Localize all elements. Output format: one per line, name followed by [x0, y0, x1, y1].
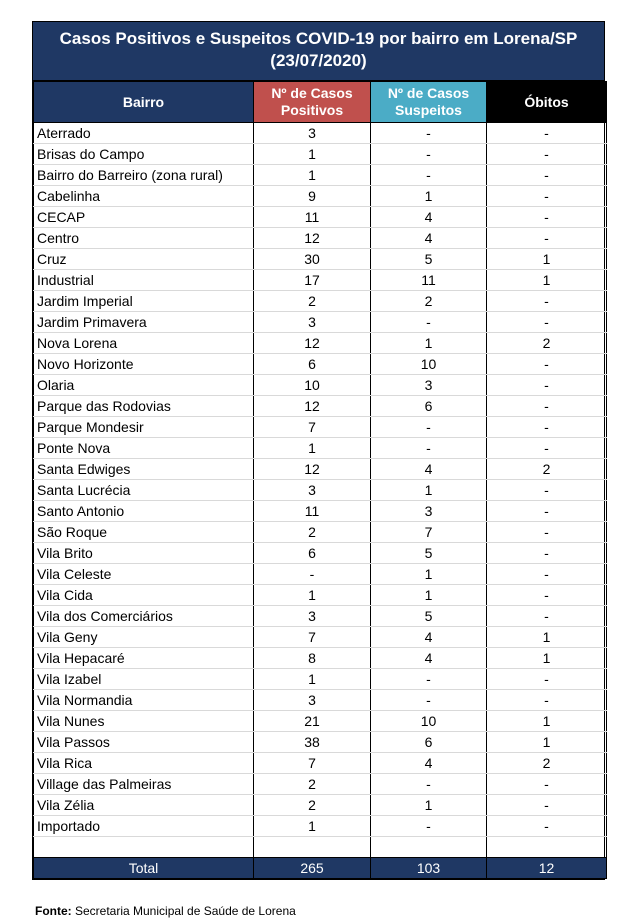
cell-bairro: Vila Nunes [34, 711, 254, 732]
cell-obitos: 1 [487, 270, 607, 291]
source-label: Fonte: [35, 904, 72, 918]
table-row [34, 732, 607, 753]
cell-suspeitos: 4 [371, 459, 487, 480]
cell-obitos: - [487, 585, 607, 606]
cell-positivos: 6 [254, 354, 371, 375]
cell-bairro: Vila Geny [34, 627, 254, 648]
blank-cell [254, 837, 371, 858]
cell-bairro: Cabelinha [34, 186, 254, 207]
table-row [34, 564, 607, 585]
blank-cell [487, 837, 607, 858]
total-label: Total [34, 858, 254, 879]
cell-positivos: - [254, 564, 371, 585]
cell-bairro: Brisas do Campo [34, 144, 254, 165]
cell-bairro: Vila Cida [34, 585, 254, 606]
cell-obitos: - [487, 795, 607, 816]
cell-positivos: 30 [254, 249, 371, 270]
cell-bairro: Santo Antonio [34, 501, 254, 522]
table-row [34, 375, 607, 396]
cell-positivos: 8 [254, 648, 371, 669]
cell-obitos: - [487, 144, 607, 165]
table-row [34, 312, 607, 333]
cell-positivos: 2 [254, 795, 371, 816]
cell-bairro: Novo Horizonte [34, 354, 254, 375]
cell-suspeitos: 1 [371, 564, 487, 585]
cell-suspeitos: 5 [371, 249, 487, 270]
cell-positivos: 3 [254, 606, 371, 627]
cell-bairro: Vila Zélia [34, 795, 254, 816]
cell-positivos: 12 [254, 396, 371, 417]
cell-positivos: 3 [254, 690, 371, 711]
table-row [34, 354, 607, 375]
cell-obitos: - [487, 186, 607, 207]
blank-cell [34, 837, 254, 858]
cell-bairro: Importado [34, 816, 254, 837]
cell-positivos: 7 [254, 417, 371, 438]
cell-obitos: 1 [487, 711, 607, 732]
cell-positivos: 2 [254, 291, 371, 312]
cell-bairro: Santa Edwiges [34, 459, 254, 480]
cell-obitos: - [487, 123, 607, 144]
cell-positivos: 1 [254, 816, 371, 837]
table-row [34, 417, 607, 438]
cell-suspeitos: 4 [371, 627, 487, 648]
cell-obitos: - [487, 438, 607, 459]
cell-suspeitos: 11 [371, 270, 487, 291]
cell-suspeitos: 4 [371, 753, 487, 774]
cell-obitos: - [487, 165, 607, 186]
cell-obitos: - [487, 291, 607, 312]
cell-positivos: 9 [254, 186, 371, 207]
cell-obitos: 1 [487, 249, 607, 270]
cell-obitos: 2 [487, 333, 607, 354]
table-row [34, 396, 607, 417]
cell-positivos: 11 [254, 207, 371, 228]
cell-positivos: 1 [254, 669, 371, 690]
cell-suspeitos: 5 [371, 606, 487, 627]
cell-suspeitos: 6 [371, 396, 487, 417]
cell-positivos: 1 [254, 585, 371, 606]
blank-row [34, 837, 607, 858]
header-row [34, 82, 607, 123]
cell-obitos: - [487, 501, 607, 522]
cell-obitos: - [487, 669, 607, 690]
cell-suspeitos: - [371, 816, 487, 837]
cell-obitos: - [487, 396, 607, 417]
table-row [34, 123, 607, 144]
cell-positivos: 10 [254, 375, 371, 396]
table-row [34, 669, 607, 690]
cell-obitos: - [487, 354, 607, 375]
cell-positivos: 12 [254, 228, 371, 249]
cell-bairro: Ponte Nova [34, 438, 254, 459]
cell-suspeitos: - [371, 690, 487, 711]
cell-bairro: Aterrado [34, 123, 254, 144]
table-row [34, 795, 607, 816]
cell-bairro: Jardim Imperial [34, 291, 254, 312]
table-row [34, 753, 607, 774]
cell-obitos: 2 [487, 753, 607, 774]
cell-obitos: - [487, 207, 607, 228]
cases-table [33, 81, 607, 879]
cell-suspeitos: - [371, 774, 487, 795]
cell-obitos: 1 [487, 732, 607, 753]
cell-suspeitos: - [371, 144, 487, 165]
cell-suspeitos: 1 [371, 186, 487, 207]
cell-bairro: Vila Normandia [34, 690, 254, 711]
cell-bairro: São Roque [34, 522, 254, 543]
cell-positivos: 3 [254, 123, 371, 144]
cell-positivos: 21 [254, 711, 371, 732]
cell-positivos: 12 [254, 459, 371, 480]
table-row [34, 522, 607, 543]
table-row [34, 648, 607, 669]
cell-bairro: Bairro do Barreiro (zona rural) [34, 165, 254, 186]
table-row [34, 333, 607, 354]
cell-suspeitos: 4 [371, 648, 487, 669]
cell-suspeitos: 1 [371, 480, 487, 501]
cell-positivos: 12 [254, 333, 371, 354]
cell-positivos: 6 [254, 543, 371, 564]
cell-suspeitos: 1 [371, 795, 487, 816]
cell-bairro: Industrial [34, 270, 254, 291]
cell-suspeitos: 10 [371, 711, 487, 732]
cell-obitos: 1 [487, 627, 607, 648]
cell-obitos: 2 [487, 459, 607, 480]
cell-obitos: - [487, 564, 607, 585]
cell-bairro: Jardim Primavera [34, 312, 254, 333]
table-row [34, 480, 607, 501]
cell-suspeitos: - [371, 312, 487, 333]
cell-suspeitos: - [371, 669, 487, 690]
total-obitos: 12 [487, 858, 607, 879]
table-row [34, 711, 607, 732]
table-row [34, 585, 607, 606]
cell-bairro: Nova Lorena [34, 333, 254, 354]
source-text: Secretaria Municipal de Saúde de Lorena [71, 904, 296, 918]
cell-positivos: 7 [254, 627, 371, 648]
table-row [34, 627, 607, 648]
cell-obitos: - [487, 690, 607, 711]
cell-positivos: 2 [254, 774, 371, 795]
table-row [34, 270, 607, 291]
cell-obitos: - [487, 312, 607, 333]
table-row [34, 438, 607, 459]
cell-obitos: - [487, 543, 607, 564]
table-row [34, 774, 607, 795]
table-body [34, 123, 607, 837]
cell-bairro: Vila Brito [34, 543, 254, 564]
cell-bairro: Vila Izabel [34, 669, 254, 690]
total-suspeitos: 103 [371, 858, 487, 879]
cell-positivos: 17 [254, 270, 371, 291]
cell-positivos: 1 [254, 144, 371, 165]
cell-bairro: Vila Rica [34, 753, 254, 774]
table-row [34, 165, 607, 186]
table-row [34, 816, 607, 837]
cell-bairro: Vila Passos [34, 732, 254, 753]
cell-suspeitos: 10 [371, 354, 487, 375]
cell-suspeitos: - [371, 417, 487, 438]
total-positivos: 265 [254, 858, 371, 879]
cell-positivos: 1 [254, 438, 371, 459]
cell-bairro: Vila Hepacaré [34, 648, 254, 669]
cell-bairro: Vila Celeste [34, 564, 254, 585]
cell-suspeitos: - [371, 438, 487, 459]
column-header-suspeitos: Nº de Casos Suspeitos [371, 82, 487, 123]
covid-table-sheet [32, 21, 605, 880]
cell-obitos: - [487, 375, 607, 396]
cell-obitos: - [487, 522, 607, 543]
cell-bairro: Parque Mondesir [34, 417, 254, 438]
cell-bairro: Centro [34, 228, 254, 249]
cell-obitos: - [487, 606, 607, 627]
column-header-positivos: Nº de Casos Positivos [254, 82, 371, 123]
column-header-bairro: Bairro [34, 82, 254, 123]
table-row [34, 144, 607, 165]
table-title: Casos Positivos e Suspeitos COVID-19 por bairro em Lorena/SP (23/07/2020) [33, 22, 604, 81]
table-row [34, 543, 607, 564]
cell-suspeitos: - [371, 123, 487, 144]
table-row [34, 249, 607, 270]
cell-suspeitos: 4 [371, 207, 487, 228]
cell-bairro: Olaria [34, 375, 254, 396]
table-row [34, 186, 607, 207]
table-row [34, 459, 607, 480]
cell-positivos: 1 [254, 165, 371, 186]
cell-obitos: 1 [487, 648, 607, 669]
cell-bairro: Village das Palmeiras [34, 774, 254, 795]
cell-bairro: Vila dos Comerciários [34, 606, 254, 627]
cell-positivos: 7 [254, 753, 371, 774]
cell-obitos: - [487, 774, 607, 795]
cell-suspeitos: 1 [371, 333, 487, 354]
cell-suspeitos: 3 [371, 375, 487, 396]
cell-suspeitos: 3 [371, 501, 487, 522]
cell-obitos: - [487, 816, 607, 837]
cell-bairro: Cruz [34, 249, 254, 270]
cell-suspeitos: 6 [371, 732, 487, 753]
cell-positivos: 11 [254, 501, 371, 522]
cell-suspeitos: 1 [371, 585, 487, 606]
table-row [34, 207, 607, 228]
column-header-obitos: Óbitos [487, 82, 607, 123]
table-row [34, 291, 607, 312]
cell-positivos: 38 [254, 732, 371, 753]
cell-suspeitos: 4 [371, 228, 487, 249]
cell-positivos: 3 [254, 480, 371, 501]
cell-bairro: Santa Lucrécia [34, 480, 254, 501]
cell-obitos: - [487, 480, 607, 501]
table-row [34, 501, 607, 522]
table-row [34, 690, 607, 711]
cell-positivos: 3 [254, 312, 371, 333]
cell-bairro: CECAP [34, 207, 254, 228]
cell-positivos: 2 [254, 522, 371, 543]
cell-obitos: - [487, 228, 607, 249]
table-row [34, 606, 607, 627]
cell-suspeitos: 2 [371, 291, 487, 312]
cell-suspeitos: 5 [371, 543, 487, 564]
cell-obitos: - [487, 417, 607, 438]
total-row [34, 858, 607, 879]
cell-suspeitos: 7 [371, 522, 487, 543]
blank-cell [371, 837, 487, 858]
cell-bairro: Parque das Rodovias [34, 396, 254, 417]
source-footer [35, 904, 296, 918]
cell-suspeitos: - [371, 165, 487, 186]
table-row [34, 228, 607, 249]
